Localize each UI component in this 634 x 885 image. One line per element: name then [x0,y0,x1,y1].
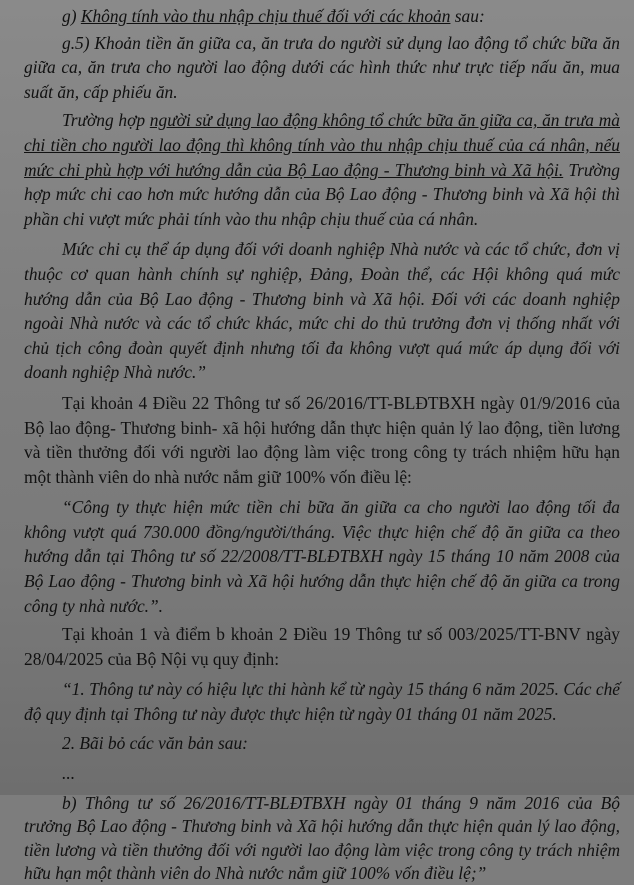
item-g-heading [24,4,620,29]
ellipsis: ... [62,763,76,784]
circular-26-quote: “Công ty thực hiện mức tiền chi bữa ăn giữa ca cho người lao động tối đa không vượt quá 730.000 đồng/người/tháng. Việc thực hiện chế độ ăn giữa ca theo hướng dẫn tại Thông tư số 22/2008/TT-BLĐTBXH ngày 15 tháng 10 năm 2008 của Bộ Lao động - Thương binh và Xã hội hướng dẫn thực hiện chế độ ăn giữa ca trong công ty nhà nước.”. [24,497,620,616]
item-g5-paragraph: g.5) Khoản tiền ăn giữa ca, ăn trưa do người sử dụng lao động tổ chức bữa ăn giữa ca, ăn trưa cho người lao động dưới các hình thức như trực tiếp nấu ăn, mua suất ăn, cấp phiếu ăn. [24,32,620,102]
item-g-prefix: g) [62,6,81,26]
item-g-title: Không tính vào thu nhập chịu thuế đối với các khoản [80,6,451,26]
circular-003-intro: Tại khoản 1 và điểm b khoản 2 Điều 19 Thông tư số 003/2025/TT-BNV ngày 28/04/2025 của Bộ Nội vụ quy định: [24,624,620,669]
case-rest: Trường hợp mức chi cao hơn mức hướng dẫn của Bộ Lao động - Thương binh và Xã hội thì phần chi vượt mức phải tính vào thu nhập chịu thuế của cá nhân. [24,159,621,229]
spending-level-paragraph: Mức chi cụ thể áp dụng đối với doanh nghiệp Nhà nước và các tổ chức, đơn vị thuộc cơ quan hành chính sự nghiệp, Đảng, Đoàn thể, các Hội không quá mức hướng dẫn của Bộ Lao động - Thương binh và Xã hội. Đối với các doanh nghiệp ngoài Nhà nước và các tổ chức khác, mức chi do thủ trưởng đơn vị thống nhất với chủ tịch công đoàn quyết định nhưng tối đa không vượt quá mức áp dụng đối với doanh nghiệp Nhà nước.” [24,239,620,383]
case-paragraph [24,108,620,231]
case-lead: Trường hợp [62,110,150,131]
circular-003-clause-1: “1. Thông tư này có hiệu lực thi hành kể từ ngày 15 tháng 6 năm 2025. Các chế độ quy định tại Thông tư này được thực hiện từ ngày 01 tháng 01 năm 2025. [24,679,620,725]
circular-26-intro: Tại khoản 4 Điều 22 Thông tư số 26/2016/TT-BLĐTBXH ngày 01/9/2016 của Bộ lao động- Thương binh- xã hội hướng dẫn thực hiện quản lý lao động, tiền lương và tiền thưởng đối với người lao động làm việc trong công ty trách nhiệm hữu hạn một thành viên do nhà nước nắm giữ 100% vốn điều lệ: [24,392,620,487]
case-underlined-text: người sử dụng lao động không tổ chức bữa ăn giữa ca, ăn trưa mà chi tiền cho người lao động thì không tính vào thu nhập chịu thuế của cá nhân, nếu mức chi phù hợp với hướng dẫn của Bộ Lao động - Thương binh và Xã hội. [24,110,620,180]
circular-003-clause-2: 2. Bãi bỏ các văn bản sau: [62,732,248,753]
item-g-suffix: sau: [450,6,485,26]
circular-003-clause-2b: b) Thông tư số 26/2016/TT-BLĐTBXH ngày 01 tháng 9 năm 2016 của Bộ trưởng Bộ Lao động - Thương binh và Xã hội hướng dẫn thực hiện quản lý lao động, tiền lương và tiền thưởng đối với người lao động làm việc trong công ty trách nhiệm hữu hạn một thành viên do Nhà nước nắm giữ 100% vốn điều lệ;” [24,792,620,884]
